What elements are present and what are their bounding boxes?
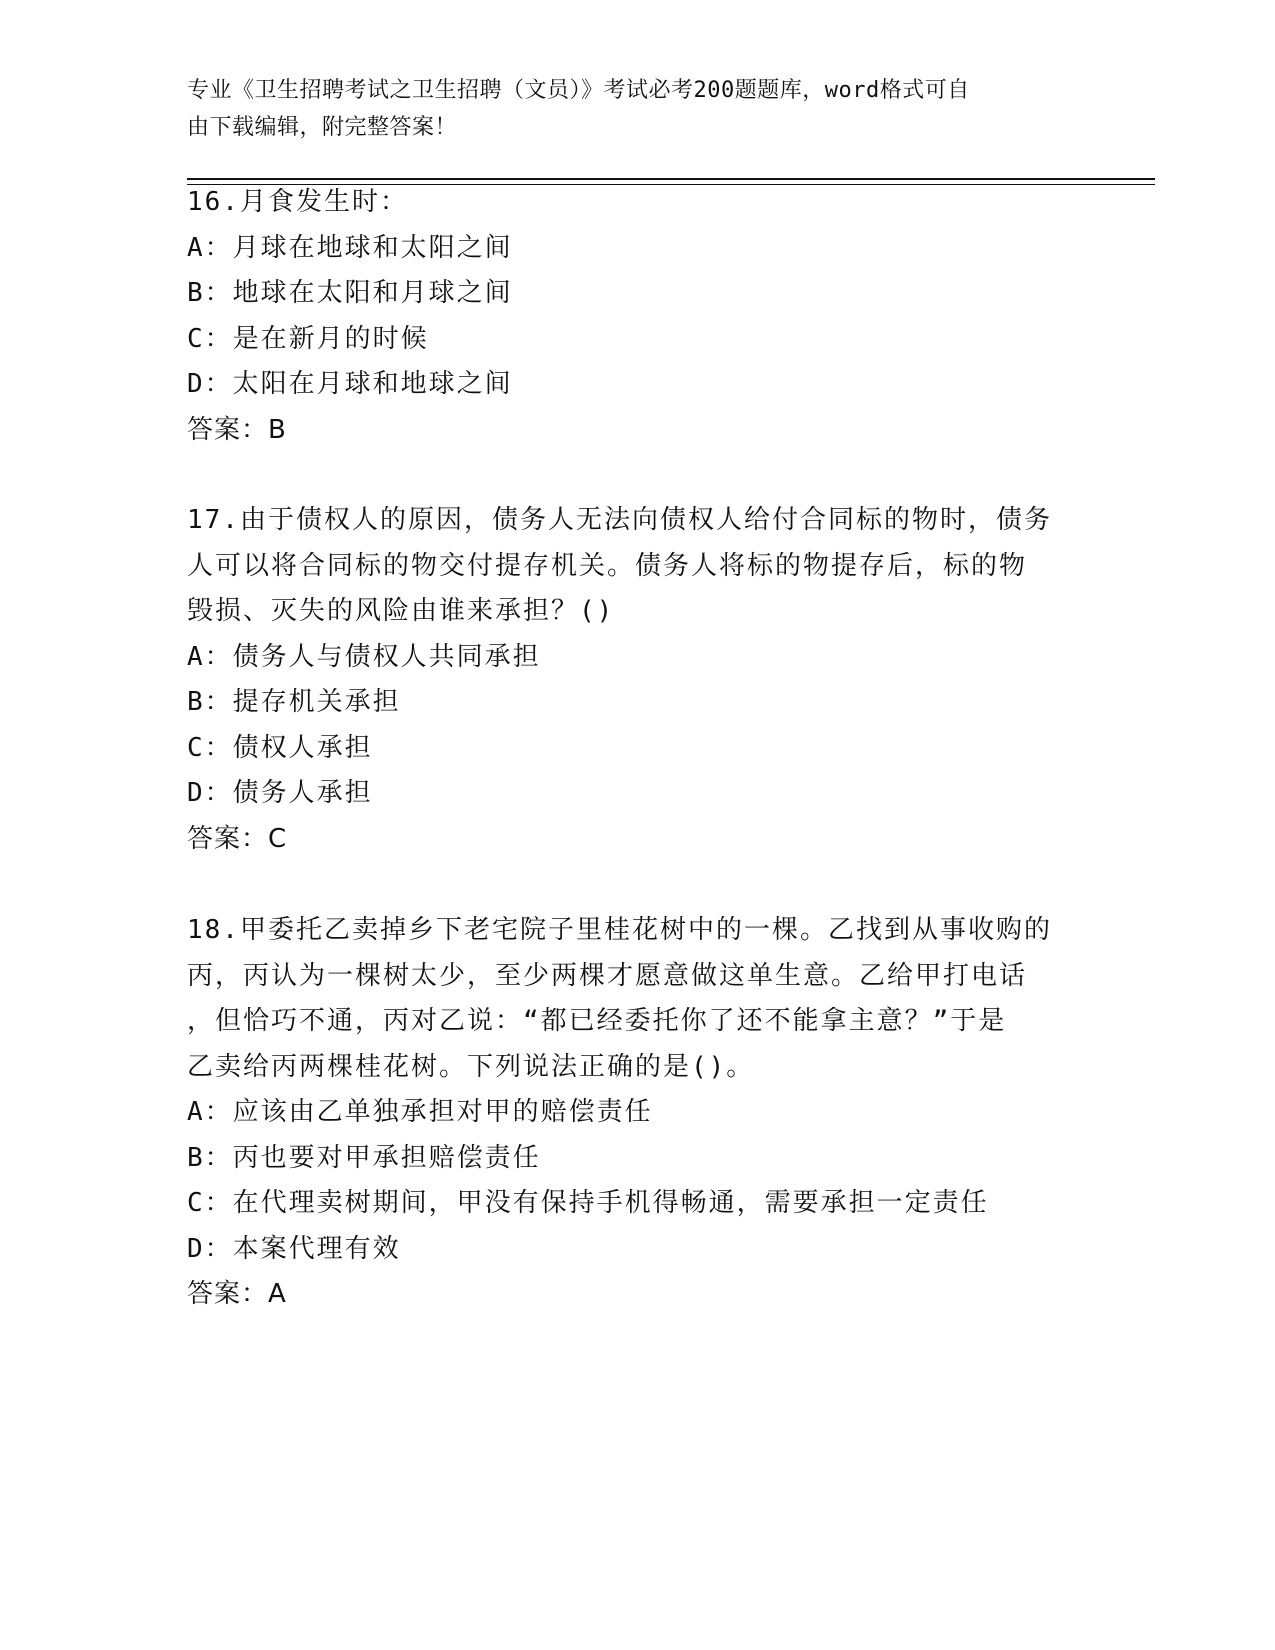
option-a: A：应该由乙单独承担对甲的赔偿责任: [187, 1097, 653, 1127]
answer: 答案：B: [187, 414, 287, 445]
question-text-line: 丙，丙认为一棵树太少，至少两棵才愿意做这单生意。乙给甲打电话: [187, 960, 1028, 991]
question-text-line: 乙卖给丙两棵桂花树。下列说法正确的是()。: [187, 1051, 755, 1082]
option-c: C：是在新月的时候: [187, 323, 429, 354]
header-line-2: 由下载编辑，附完整答案！: [187, 115, 458, 140]
option-d: D：太阳在月球和地球之间: [187, 369, 513, 399]
question-17: [187, 498, 1087, 862]
question-16: [187, 180, 1087, 453]
document-header: [187, 72, 1067, 146]
option-b: B：地球在太阳和月球之间: [187, 278, 513, 308]
answer: 答案：C: [187, 823, 288, 854]
option-d: D：债务人承担: [187, 778, 373, 808]
option-b: B：提存机关承担: [187, 687, 401, 717]
option-c: C：债权人承担: [187, 732, 373, 763]
question-text-line: ，但恰巧不通，丙对乙说：“都已经委托你了还不能拿主意？”于是: [187, 1006, 1007, 1036]
option-b: B：丙也要对甲承担赔偿责任: [187, 1142, 541, 1173]
question-text-line: 17.由于债权人的原因，债务人无法向债权人给付合同标的物时，债务: [187, 505, 1052, 535]
question-text-line: 人可以将合同标的物交付提存机关。债务人将标的物提存后，标的物: [187, 550, 1028, 581]
question-text-line: 18.甲委托乙卖掉乡下老宅院子里桂花树中的一棵。乙找到从事收购的: [187, 915, 1052, 945]
option-d: D：本案代理有效: [187, 1233, 401, 1264]
question-text-line: 16.月食发生时：: [187, 187, 408, 217]
option-a: A：债务人与债权人共同承担: [187, 641, 541, 672]
header-line-1: 专业《卫生招聘考试之卫生招聘（文员）》考试必考200题题库，word格式可自: [187, 78, 970, 103]
option-c: C：在代理卖树期间，甲没有保持手机得畅通，需要承担一定责任: [187, 1188, 989, 1218]
question-18: [187, 908, 1087, 1318]
answer: 答案：A: [187, 1279, 287, 1309]
option-a: A：月球在地球和太阳之间: [187, 232, 513, 263]
question-text-line: 毁损、灭失的风险由谁来承担？(): [187, 596, 615, 626]
